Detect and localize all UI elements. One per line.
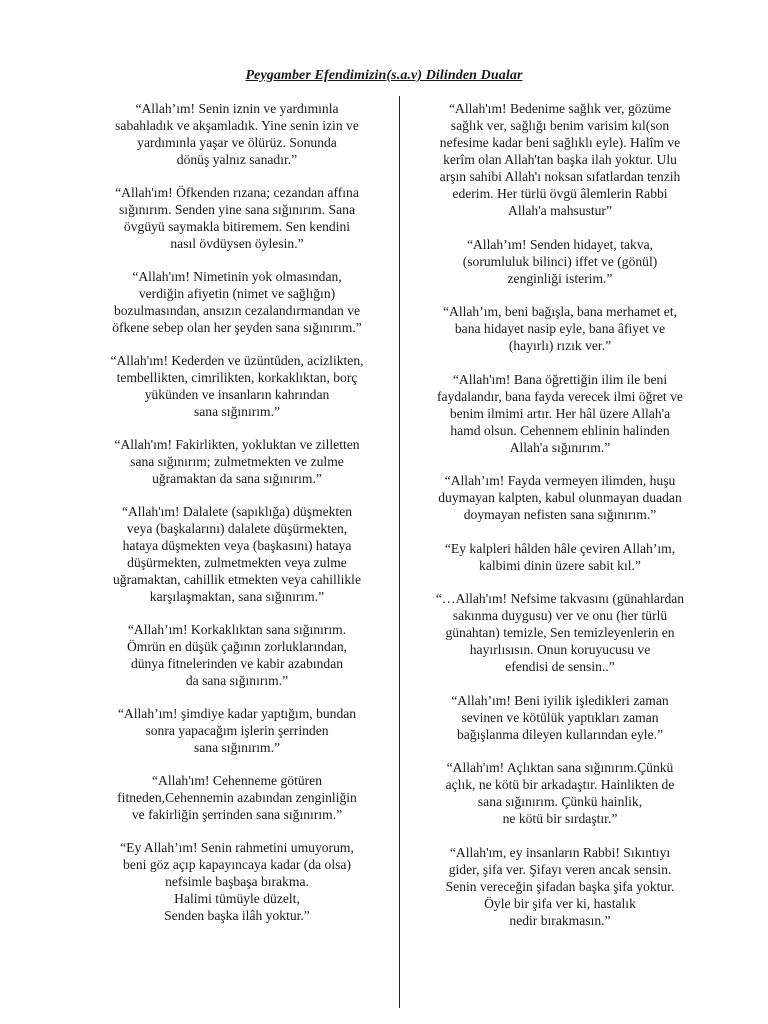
- prayer-paragraph: “Allah’ım! Fayda vermeyen ilimden, huşu duymayan kalpten, kabul olunmayan duadan doymayan nefisten sana sığınırım.”: [438, 473, 682, 522]
- column-divider: [399, 96, 400, 1008]
- prayer-paragraph: “…Allah'ım! Nefsime takvasını (günahlardan sakınma duygusu) ver ve onu (her türlü günahtan) temizle, Sen temizleyenlerin en hayırlısısın. Onun koruyucusu ve efendisi de sensin..”: [435, 591, 685, 674]
- left-column: [87, 100, 387, 940]
- prayer-paragraph: “Allah’ım! Senden hidayet, takva, (sorumluluk bilinci) iffet ve (gönül) zenginliği isterim.”: [462, 236, 658, 286]
- prayer-paragraph: “Allah'ım! Açlıktan sana sığınırım.Çünkü açlık, ne kötü bir arkadaştır. Hainlikten de sana sığınırım. Çünkü hainlik, ne kötü bir sırdaştır.”: [445, 760, 675, 826]
- prayer-paragraph: “Allah'ım! Kederden ve üzüntüden, acizlikten, tembellikten, cimrilikten, korkaklıktan, borç yükünden ve insanların kahrından sana sığınırım.”: [110, 353, 364, 419]
- page-title: Peygamber Efendimizin(s.a.v) Dilinden Dualar: [245, 68, 523, 83]
- prayer-paragraph: “Allah’ım! Korkaklıktan sana sığınırım. Ömrün en düşük çağının zorluklarından, dünya fitnelerinden ve kabir azabından da sana sığınırım.”: [126, 622, 348, 688]
- prayer-paragraph: “Allah’ım! Beni iyilik işledikleri zaman sevinen ve kötülük yaptıkları zaman bağışlanma dileyen kullarından eyle.”: [451, 692, 669, 742]
- prayer-paragraph: “Allah’ım, beni bağışla, bana merhamet et, bana hidayet nasip eyle, bana âfiyet ve (hayırlı) rızık ver.”: [442, 304, 678, 353]
- prayer-paragraph: “Ey kalpleri hâlden hâle çeviren Allah’ım, kalbimi dinin üzere sabit kıl.”: [444, 540, 676, 573]
- right-column: [405, 100, 715, 945]
- prayer-paragraph: “Allah’ım! şimdiye kadar yaptığım, bundan sonra yapacağım işlerin şerrinden sana sığınırım.”: [117, 706, 357, 755]
- prayer-paragraph: “Ey Allah’ım! Senin rahmetini umuyorum, beni göz açıp kapayıncaya kadar (da olsa) nefsimle başbaşa bırakma. Halimi tümüyle düzelt, Senden başka ilâh yoktur.”: [120, 840, 354, 923]
- prayer-paragraph: “Allah'ım! Fakirlikten, yokluktan ve zilletten sana sığınırım; zulmetmekten ve zulme uğramaktan da sana sığınırım.”: [114, 437, 360, 486]
- prayer-paragraph: “Allah'ım, ey insanların Rabbi! Sıkıntıyı gider, şifa ver. Şifayı veren ancak sensin. Senin vereceğin şifadan başka şifa yoktur. Öyle bir şifa ver ki, hastalık nedir bırakmasın.”: [445, 844, 675, 928]
- prayer-paragraph: “Allah'ım! Dalalete (sapıklığa) düşmekten veya (başkalarını) dalalete düşürmekten, hataya düşmekten veya (başkasını) hataya düşürmekten, zulmetmekten veya zulme uğramaktan, cahillik etmekten veya cahillikle karşılaşmaktan, sana sığınırım.”: [113, 504, 361, 604]
- prayer-paragraph: “Allah'ım! Bana öğrettiğin ilim ile beni faydalandır, bana fayda verecek ilmi öğret ve benim ilmimi artır. Her hâl üzere Allah'a hamd olsun. Cehennem ehlinin halinden Allah'a sığınırım.”: [437, 371, 683, 455]
- prayer-paragraph: “Allah’ım! Senin iznin ve yardımınla sabahladık ve akşamladık. Yine senin izin ve yardımınla yaşar ve ölürüz. Sonunda dönüş yalnız sanadır.”: [115, 101, 359, 167]
- prayer-paragraph: “Allah'ım! Öfkenden rızana; cezandan affına sığınırım. Senden yine sana sığınırım. Sana övgüyü saymakla bitiremem. Sen kendini nasıl övdüysen öylesin.”: [115, 185, 359, 251]
- prayer-paragraph: “Allah'ım! Bedenime sağlık ver, gözüme sağlık ver, sağlığı benim varisim kıl(son nefesime kadar beni sağlıklı eyle). Halîm ve kerîm olan Allah'tan başka ilah yoktur. Ulu arşın sahibi Allah'ı noksan sıfatlardan tenzih ederim. Her türlü övgü âlemlerin Rabbi Allah'a mahsustur”: [439, 101, 681, 218]
- prayer-paragraph: “Allah'ım! Cehenneme götüren fitneden,Cehennemin azabından zenginliğin ve fakirliğin şerrinden sana sığınırım.”: [117, 773, 357, 822]
- prayer-paragraph: “Allah'ım! Nimetinin yok olmasından, verdiğin afiyetin (nimet ve sağlığın) bozulmasından, ansızın cezalandırmandan ve öfkene sebep olan her şeyden sana sığınırım.”: [112, 269, 362, 335]
